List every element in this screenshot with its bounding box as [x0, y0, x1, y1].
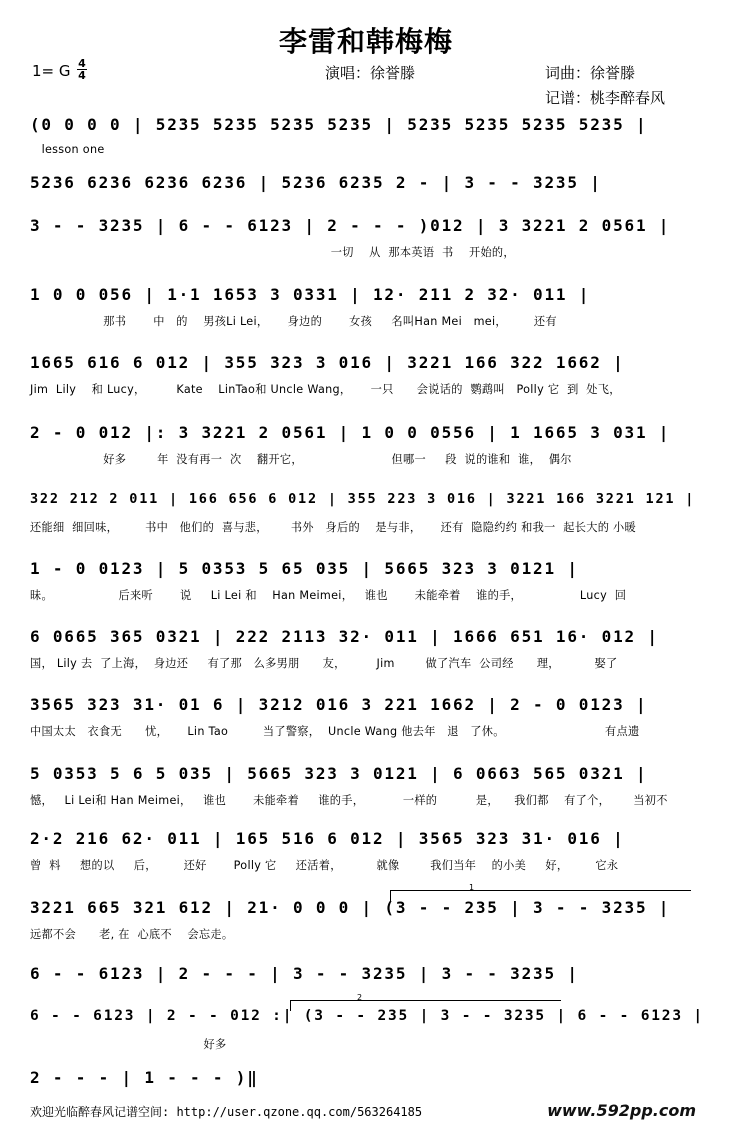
music-row-1: (0 0 0 0 | 5235 5235 5235 5235 | 5235 5235 5235 5235 | — [30, 115, 648, 134]
music-row-2: 5236 6236 6236 6236 | 5236 6235 2 - | 3 - - 3235 | — [30, 173, 602, 192]
lyric-row-8: 昧。 后来听 说 Li Lei 和 Han Meimei， 谁也 未能牵着 谁的手， Lucy 回 — [30, 589, 627, 602]
music-row-5: 1665 616 6 012 | 355 323 3 016 | 3221 166 322 1662 | — [30, 353, 625, 372]
first-ending-bracket — [390, 883, 691, 901]
lyric-row-12: 曾 料 想的以 后， 还好 Polly 它 还活着， 就像 我们当年 的小美 好， 它永 — [30, 859, 619, 872]
lyric-row-11: 憾， Li Lei和 Han Meimei， 谁也 未能牵着 谁的手， 一样的 是， 我们都 有了个， 当初不 — [30, 794, 668, 807]
song-title: 李雷和韩梅梅 — [278, 25, 453, 58]
lyric-row-3: 一切 从 那本英语 书 开始的， — [30, 246, 515, 259]
music-row-13: 3221 665 321 612 | 21· 0 0 0 | (3 - - 235 | 3 - - 3235 | — [30, 898, 671, 917]
music-row-4: 1 0 0 056 | 1·1 1653 3 0331 | 12· 211 2 32· 011 | — [30, 285, 591, 304]
music-row-9: 6 0665 365 0321 | 222 2113 32· 011 | 1666 651 16· 012 | — [30, 627, 659, 646]
lyric-row-4: 那书 中 的 男孩Li Lei， 身边的 女孩 名叫Han Mei mei， 还有 — [30, 315, 557, 328]
lyric-row-5: Jim Lily 和 Lucy， Kate LinTao和 Uncle Wang， 一只 会说话的 鹦鹉叫 Polly 它 到 处飞， — [30, 383, 621, 396]
lyric-row-15: 好多 — [30, 1038, 227, 1051]
key-signature: 1= G — [32, 62, 71, 80]
lyric-row-9: 国， Lily 去 了上海， 身边还 有了那 么多男朋 友， Jim 做了汽车 公司经 理， 娶了 — [30, 657, 618, 670]
music-row-11: 5 0353 5 6 5 035 | 5665 323 3 0121 | 6 0663 565 0321 | — [30, 764, 648, 783]
music-row-15: 6 - - 6123 | 2 - - 012 :| (3 - - 235 | 3 - - 3235 | 6 - - 6123 | — [30, 1008, 704, 1024]
music-row-16: 2 - - - | 1 - - - )‖ — [30, 1068, 259, 1087]
lyric-row-7: 还能细 细回味， 书中 他们的 喜与悲， 书外 身后的 是与非， 还有 隐隐约约 和我一 起长大的 小暖 — [30, 521, 637, 534]
footer-text: 欢迎光临醉春风记谱空间: http://user.qzone.qq.com/563264185 — [30, 1105, 423, 1119]
music-row-7: 322 212 2 011 | 166 656 6 012 | 355 223 3 016 | 3221 166 3221 121 | — [30, 491, 696, 507]
lyric-row-10: 中国太太 衣食无 忧， Lin Tao 当了警察， Uncle Wang 他去年 退 了休。 有点遗 — [30, 725, 640, 738]
watermark: www.592pp.com — [547, 1101, 696, 1120]
singer-credit: 演唱：徐誉滕 — [325, 64, 416, 82]
music-row-14: 6 - - 6123 | 2 - - - | 3 - - 3235 | 3 - - 3235 | — [30, 964, 579, 983]
first-ending-label: 1 — [469, 883, 475, 892]
time-signature-bottom: 4 — [78, 69, 86, 82]
time-signature — [77, 58, 87, 81]
music-row-6: 2 - 0 012 |: 3 3221 2 0561 | 1 0 0 0556 | 1 1665 3 031 | — [30, 423, 671, 442]
lyric-row-6: 好多 年 没有再一 次 翻开它， 但哪一 段 说的谁和 谁， 偶尔 — [30, 453, 572, 466]
music-row-10: 3565 323 31· 01 6 | 3212 016 3 221 1662 | 2 - 0 0123 | — [30, 695, 648, 714]
time-signature-top: 4 — [78, 57, 86, 70]
lyric-row-13: 远都不会 老, 在 心底不 会忘走。 — [30, 928, 234, 941]
music-row-3: 3 - - 3235 | 6 - - 6123 | 2 - - - )012 | 3 3221 2 0561 | — [30, 216, 671, 235]
second-ending-label: 2 — [357, 993, 363, 1002]
music-row-8: 1 - 0 0123 | 5 0353 5 65 035 | 5665 323 3 0121 | — [30, 559, 579, 578]
second-ending-bracket — [290, 993, 561, 1011]
transcriber-credit: 记谱：桃李醉春风 — [545, 89, 666, 107]
composer-credit: 词曲：徐誉滕 — [545, 64, 636, 82]
lyric-row-1: lesson one — [30, 143, 105, 156]
music-row-12: 2·2 216 62· 011 | 165 516 6 012 | 3565 323 31· 016 | — [30, 829, 625, 848]
